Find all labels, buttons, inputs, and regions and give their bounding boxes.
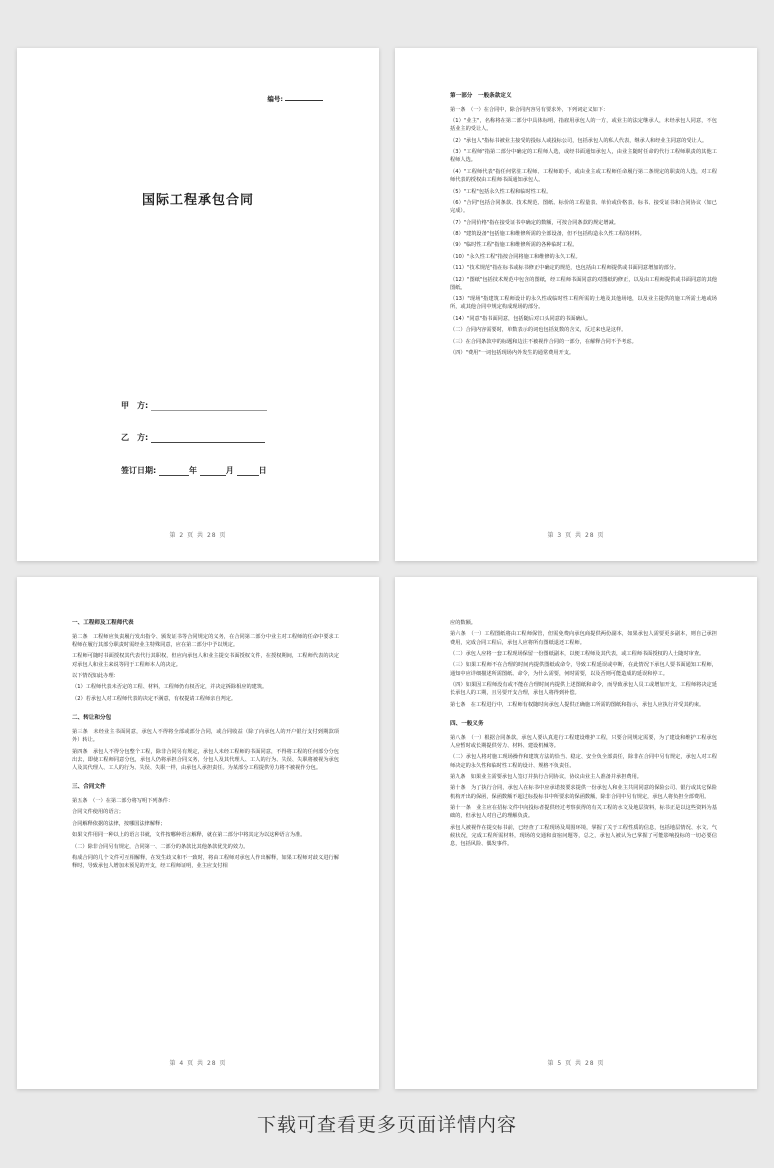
paragraph: （3）"工程师"指第二部分中确定的工程师人选，或经书面通知承包人，由业主随时任命的代行工程师职责的其他工程师人选。	[450, 149, 717, 164]
paragraph: 合同文件使用的语言；	[72, 809, 124, 816]
page-number: 第 4 页 共 28 页	[169, 1060, 227, 1067]
party-a-blank	[151, 401, 267, 411]
paragraph: 第二条 工程师应负责履行发出指令、颁发证书等合同规定的义务，在合同第二部分中业主对工程师的任命中要求工程师在履行其部分职责时需经业主特殊同意，应在第二部分中予以规定。	[72, 633, 339, 649]
section-heading: 三、合同文件	[72, 784, 106, 791]
download-caption: 下载可查看更多页面详情内容	[256, 1114, 517, 1136]
paragraph: （二）承包人将对施工现场操作和建筑方法的恰当、稳定、安全负全部责任，除非在合同中另有规定，承包人对工程师决定的永久性和临时性工程的设计、规格不负责任。	[450, 754, 717, 769]
page-number: 第 2 页 共 28 页	[169, 532, 227, 539]
section-heading: 四、一般义务	[450, 720, 484, 727]
paragraph: （6）"合同"包括合同条款、技术规范、图纸、标价的工程量表、单价或价格表、标书、接受证书和合同协议（如已完成）。	[450, 199, 717, 215]
paragraph: （5）"工程"包括永久性工程和临时性工程。	[450, 188, 552, 195]
paragraph: 如果文件用同一种以上的语言书就，文件按哪种语言解释，就在第二部分中将其定为以这种语言为准。	[72, 832, 306, 839]
paragraph: （7）"合同价格"指在接受证书中确定的数额，可按合同条款的规定增减。	[450, 219, 619, 226]
paragraph: （2）"承包人"指标书被业主接受的投标人或投标公司，包括承包人的私人代表，继承人和经业主同意的受让人。	[450, 137, 708, 144]
paragraph: （2）若承包人对工程师代表的决定不满意，有权提请工程师亲自判定。	[72, 695, 237, 702]
paragraph: （10）"永久性工程"指按合同将施工和维修的永久工程。	[450, 253, 581, 260]
paragraph: （11）"技术规范"指在标书或标书修正中确定的规范，也包括由工程师提供或书面同意增加的部分。	[450, 265, 680, 272]
party-a-row	[121, 400, 267, 411]
paragraph: 第六条 （一）工程图纸将由工程师保管，但需免费向承包商提供两份副本，如果承包人需要更多副本，则自己承担费用，完成合同工程后，承包人应将所有图纸退还工程师。	[450, 631, 717, 646]
section-heading: 一、工程师及工程师代表	[72, 620, 134, 626]
page-number: 第 5 页 共 28 页	[547, 1060, 605, 1067]
paragraph: （二）合同内容需要时，单数表示的词也包括复数的含义，反过来也是这样。	[450, 327, 627, 334]
party-b-blank	[151, 433, 265, 443]
serial-blank	[285, 100, 323, 101]
paragraph: （四）如果因工程师没有或不能在合理时间内提供上述图纸和命令，而导致承包人员工或增加开支，工程师将决定延长承包人的工期，且另要开支合理，承包人将得到补偿。	[450, 682, 717, 697]
year-label: 年	[189, 466, 197, 475]
section-heading: 第一部分 一般条款定义	[450, 93, 512, 99]
paragraph: 构成合同的几个文件可互相解释，在发生歧义和不一致时，将由工程师对承包人作出解释，如果工程师对歧义进行解释时，导致承包人增加未预见的开支，经工程师证明，业主应支付相	[72, 855, 339, 870]
paragraph: 第五条 （一）在第二部分将写明下列条件：	[72, 798, 174, 805]
party-b-row	[121, 432, 265, 443]
paragraph: 第九条 如果业主需要承包人签订并执行合同协议，协议由业主人准备并承担费用。	[450, 773, 642, 780]
paragraph: （四）"费用"一词包括现场内外发生的通常费用开支。	[450, 350, 575, 357]
contract-title: 国际工程承包合同	[141, 193, 254, 208]
paragraph: 第十一条 业主应在招标文件中向投标者提供经过考察获得的有关工程的水文及地层资料，标书正是以这些资料为基础的，但承包人对自己的理解负责。	[450, 805, 717, 820]
paragraph: （二）除非合同另有规定，合同第一、二部分的条款比其他条款优先的效力。	[72, 843, 249, 850]
serial-number-field	[267, 94, 323, 103]
paragraph: （9）"临时性工程"指施工和维修所需的各种临时工程。	[450, 242, 578, 249]
paragraph: （14）"同意"指书面同意，包括随后对口头同意的书面确认。	[450, 315, 592, 322]
document-page-engineer	[17, 577, 379, 1089]
paragraph: 工程师可随时书面授权其代表代行其职权，但应向承包人和业主提交书面授权文件，在授权期间，工程师代表的决定对承包人和业主来说等同于工程师本人的决定。	[72, 653, 339, 668]
paragraph: （8）"建筑设备"包括施工和维修所需的全部设备，但不包括构造永久性工程的材料。	[450, 230, 645, 237]
paragraph: 第三条 未经业主书面同意，承包人不得将全部或部分合同，或合同收益（除了向承包人的开户银行支付到期款项外）转让。	[72, 728, 339, 744]
paragraph: 第七条 在工程进行中，工程师有权随时向承包人提供正确施工所需的图纸和指示，承包人应执行并受其约束。	[450, 701, 705, 708]
serial-label: 编号:	[267, 95, 283, 103]
page-body	[72, 619, 339, 874]
document-page-obligations	[395, 577, 757, 1089]
paragraph: （三）如果工程师不在合理的时间内提供图纸或命令，导致工程延误或中断，在此情况下承包人要书面通知工程师，通知中应详细描述所需图纸、命令，为什么需要，何时需要，以及否则可能造成的延误和停工。	[450, 662, 717, 677]
day-label: 日	[258, 466, 267, 475]
document-page-cover	[17, 48, 379, 561]
paragraph: 第四条 承包人不得分包整个工程，除非合同另有规定，承包人未经工程师的书面同意，不得将工程的任何部分分包出去，即使工程师同意分包，承包人仍将承担合同义务，分包人及其代理人、工人的行为、失误、失职将被视为承包人及其代理人、工人的行为、失误、失职一样，由承包人承担责任。为某部分工程提供劳力将不被视作分包。	[72, 748, 339, 771]
page-number: 第 3 页 共 28 页	[547, 532, 605, 539]
party-a-label: 甲 方:	[121, 401, 149, 410]
day-blank	[237, 466, 259, 476]
document-page-definitions	[395, 48, 757, 561]
paragraph: （4）"工程师代表"指任何常驻工程师、工程师助手，或由业主或工程师任命履行第二条规定的职责的人选，对工程师代表的授权由工程师书面通知承包人。	[450, 168, 717, 184]
page-body	[450, 92, 717, 360]
party-b-label: 乙 方:	[121, 433, 149, 442]
paragraph: 第八条 （一）根据合同条款，承包人要认真进行工程建设维护工程，只要合同规定需要，为了建设和维护工程承包人应暂时或长期提供劳力、材料、建设机械等。	[450, 734, 717, 749]
paragraph: （12）"图纸"包括技术规范中包含的图纸，经工程师书面同意的对图纸的修正，以及由工程师提供或书面同意的其他图纸。	[450, 276, 717, 291]
page-body	[450, 619, 717, 851]
paragraph: 承包人被视作在提交标书前，已经查了工程现场及周围环境，掌握了关于工程性质的信息，包括地层情况、水文、气候状况，完成工程所需材料，现场的交通和食宿问题等，总之，承包人被认为已掌握了可能影响投标的一切必要信息，包括风险、偶发事件。	[450, 824, 717, 848]
paragraph: （1）工程师代表未否定的工程、材料，工程师仍有权否定，并决定拆除相应的建筑。	[72, 684, 268, 691]
year-blank	[159, 466, 189, 476]
paragraph: （1）"业主"，名称将在第二部分中具体标明，指雇用承包人的一方，或业主的法定继承人，未经承包人同意，不包括业主的受让人。	[450, 118, 717, 133]
month-blank	[200, 466, 226, 476]
paragraph: 第十条 为了执行合同，承包人在标书中应承诺按要求提供一份承包人和业主共同同意的保险公司、银行或其它保险机构开出的保函，保函数额不超过标投标书中所要求的保函数额，除非合同中另有规定，承包人将负担全部费用。	[450, 785, 717, 800]
section-heading: 二、转让和分包	[72, 715, 112, 722]
paragraph: 合同解释依据的法律，按哪国法律解释；	[72, 820, 166, 827]
paragraph: 第一条 （一）在合同中，除合同内容另有要求外，下列词定义如下：	[450, 106, 609, 113]
paragraph: （13）"现场"指建筑工程师设计的永久性或临时性工程所需的土地及其他场地，以及业主提供的施工所需土地或场所，或其他合同中规定构成现场的部分。	[450, 296, 717, 311]
month-label: 月	[225, 466, 234, 475]
paragraph: 应的数额。	[450, 620, 476, 626]
paragraph: （二）承包人应将一套工程现场保留一份图纸副本，以便工程师及其代表，或工程师书面授权的人士随时审查。	[450, 651, 705, 658]
sign-date-label: 签订日期:	[121, 466, 157, 475]
paragraph: （三）在合同条款中的标题和边注不被视作合同的一部分，在解释合同不予考虑。	[450, 338, 637, 345]
paragraph: 以下情况如此办理：	[72, 673, 119, 680]
sign-date-row	[121, 465, 267, 476]
